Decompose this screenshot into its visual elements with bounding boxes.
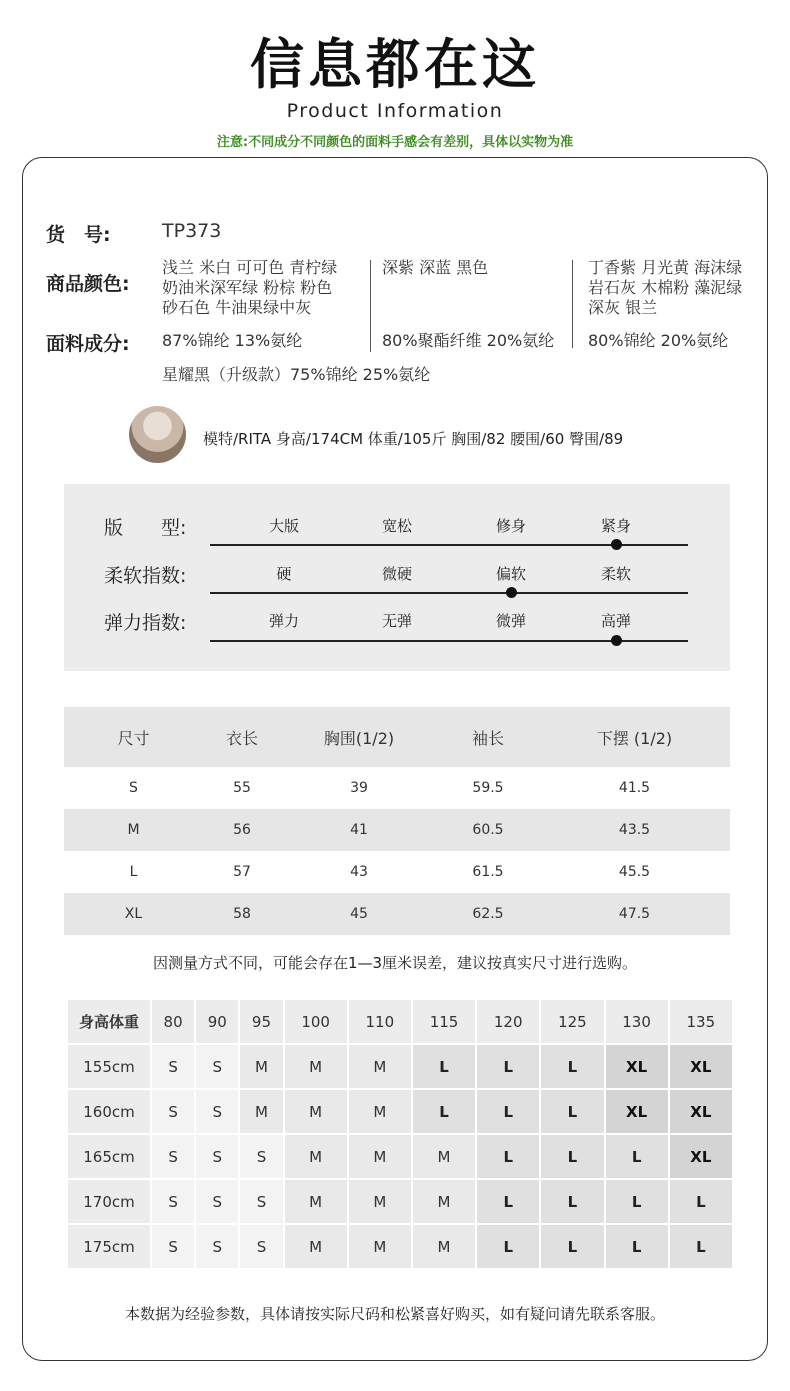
color-line: 浅兰 米白 可可色 青柠绿: [162, 258, 338, 277]
size-cell: M: [412, 1134, 476, 1179]
size-cell: M: [284, 1044, 348, 1089]
color-label: 商品颜色:: [46, 273, 130, 295]
size-cell: L: [476, 1044, 540, 1089]
height-header: 165cm: [67, 1134, 151, 1179]
size-cell: XL: [669, 1089, 733, 1134]
size-cell: S: [195, 1179, 239, 1224]
table-row: [64, 893, 730, 935]
size-cell: M: [284, 1224, 348, 1269]
sku-label: 货 号:: [46, 224, 111, 246]
table-row: [67, 1044, 733, 1089]
weight-header: 90: [195, 999, 239, 1044]
table-cell: XL: [64, 893, 203, 935]
size-cell: S: [151, 1134, 195, 1179]
size-cell: M: [348, 1179, 412, 1224]
size-cell: L: [605, 1134, 669, 1179]
size-cell: M: [239, 1044, 283, 1089]
table-cell: M: [64, 809, 203, 851]
table-cell: 41.5: [618, 780, 651, 796]
table-cell: 59.5: [472, 780, 504, 796]
size-cell: XL: [605, 1044, 669, 1089]
page-title: 信息都在这: [250, 33, 540, 96]
table-cell: L: [129, 864, 138, 880]
fit-option: 修身: [495, 517, 526, 535]
page-subtitle: Product Information: [286, 100, 504, 122]
size-cell: S: [239, 1179, 283, 1224]
table-row: [67, 1224, 733, 1269]
weight-header: 100: [284, 999, 348, 1044]
table-row: [64, 809, 730, 851]
table-row: [67, 1089, 733, 1134]
sku-value: TP373: [162, 220, 222, 242]
size-cell: M: [284, 1179, 348, 1224]
size-cell: S: [195, 1044, 239, 1089]
fabric-value: 80%锦纶 20%氨纶: [588, 331, 729, 350]
table-cell: 60.5: [437, 809, 539, 851]
size-recommendation-table: [66, 998, 734, 1270]
fit-scale-marker: [611, 539, 622, 550]
column-divider: [572, 260, 573, 348]
column-header: 胸围(1/2): [281, 707, 437, 767]
size-cell: L: [540, 1179, 604, 1224]
table-cell: 58: [203, 893, 281, 935]
color-line: 砂石色 牛油果绿中灰: [162, 298, 312, 317]
fabric-notice: 注意:不同成分不同颜色的面料手感会有差别，具体以实物为准: [216, 135, 574, 150]
color-group-1: [162, 258, 337, 318]
size-cell: XL: [669, 1134, 733, 1179]
column-header: 尺寸: [64, 707, 203, 767]
size-cell: XL: [605, 1089, 669, 1134]
weight-header: 110: [348, 999, 412, 1044]
elasticity-label: 弹力指数:: [104, 612, 187, 634]
size-cell: M: [412, 1179, 476, 1224]
size-cell: L: [669, 1224, 733, 1269]
table-cell: 47.5: [539, 893, 730, 935]
softness-option: 微硬: [381, 565, 412, 583]
size-cell: S: [151, 1224, 195, 1269]
color-group-2: [382, 258, 488, 278]
column-header: 衣长: [203, 707, 281, 767]
fit-label: 版 型:: [104, 517, 187, 539]
column-divider: [370, 260, 371, 352]
elasticity-scale-marker: [611, 635, 622, 646]
size-cell: S: [151, 1179, 195, 1224]
height-header: 160cm: [67, 1089, 151, 1134]
softness-option: 偏软: [495, 565, 526, 583]
table-cell: 57: [233, 864, 251, 880]
size-table-header: [64, 707, 730, 767]
table-row: [64, 851, 730, 893]
model-avatar: [129, 406, 186, 463]
size-cell: L: [605, 1179, 669, 1224]
color-line: 深紫 深蓝 黑色: [382, 258, 489, 277]
column-header: 下摆 (1/2): [539, 707, 730, 767]
size-cell: S: [151, 1089, 195, 1134]
size-cell: M: [239, 1089, 283, 1134]
table-row: [67, 1134, 733, 1179]
table-cell: 61.5: [472, 864, 504, 880]
softness-option: 硬: [276, 565, 292, 583]
color-line: 奶油米深军绿 粉棕 粉色: [162, 278, 333, 297]
height-header: 155cm: [67, 1044, 151, 1089]
size-cell: L: [540, 1224, 604, 1269]
color-group-3: [588, 258, 742, 318]
weight-header: 80: [151, 999, 195, 1044]
size-cell: S: [195, 1089, 239, 1134]
size-cell: L: [476, 1179, 540, 1224]
softness-option: 柔软: [600, 565, 631, 583]
footer-note: 本数据为经验参数，具体请按实际尺码和松紧喜好购买，如有疑问请先联系客服。: [124, 1305, 665, 1323]
size-cell: XL: [669, 1044, 733, 1089]
size-cell: L: [540, 1044, 604, 1089]
elasticity-option: 高弹: [600, 612, 631, 630]
elasticity-option: 无弹: [381, 612, 412, 630]
size-cell: M: [348, 1134, 412, 1179]
table-cell: 45.5: [618, 864, 651, 880]
size-cell: L: [476, 1134, 540, 1179]
size-cell: M: [284, 1134, 348, 1179]
fit-option: 紧身: [600, 517, 631, 535]
table-cell: 45: [281, 893, 437, 935]
elasticity-option: 微弹: [495, 612, 526, 630]
fabric-label: 面料成分:: [46, 333, 130, 355]
size-cell: L: [476, 1224, 540, 1269]
size-cell: S: [239, 1134, 283, 1179]
color-line: 丁香紫 月光黄 海沫绿: [588, 258, 743, 277]
softness-scale-line: [210, 592, 688, 594]
table-cell: S: [129, 780, 138, 796]
softness-label: 柔软指数:: [104, 565, 187, 587]
table-cell: 62.5: [437, 893, 539, 935]
color-line: 深灰 银兰: [588, 298, 658, 317]
size-cell: L: [412, 1089, 476, 1134]
measurement-note: 因测量方式不同，可能会存在1—3厘米误差，建议按真实尺寸进行选购。: [152, 954, 638, 972]
size-cell: M: [284, 1089, 348, 1134]
weight-header: 130: [605, 999, 669, 1044]
size-cell: M: [348, 1089, 412, 1134]
size-cell: L: [476, 1089, 540, 1134]
size-cell: M: [348, 1044, 412, 1089]
rec-header-row: [67, 999, 733, 1044]
table-cell: 56: [203, 809, 281, 851]
color-line: 岩石灰 木棉粉 藻泥绿: [588, 278, 743, 297]
table-cell: 39: [350, 780, 368, 796]
softness-scale-marker: [506, 587, 517, 598]
fit-option: 宽松: [381, 517, 412, 535]
elasticity-option: 弹力: [268, 612, 299, 630]
table-cell: 55: [233, 780, 251, 796]
column-header: 袖长: [437, 707, 539, 767]
corner-header: 身高体重: [67, 999, 151, 1044]
table-row: [67, 1179, 733, 1224]
size-cell: S: [195, 1224, 239, 1269]
size-cell: S: [151, 1044, 195, 1089]
size-cell: L: [540, 1134, 604, 1179]
height-header: 170cm: [67, 1179, 151, 1224]
weight-header: 135: [669, 999, 733, 1044]
fabric-value: 87%锦纶 13%氨纶: [162, 331, 303, 350]
weight-header: 115: [412, 999, 476, 1044]
size-cell: M: [412, 1224, 476, 1269]
table-cell: 41: [281, 809, 437, 851]
size-cell: L: [540, 1089, 604, 1134]
weight-header: 120: [476, 999, 540, 1044]
fabric-value: 80%聚酯纤维 20%氨纶: [382, 331, 555, 350]
size-cell: M: [348, 1224, 412, 1269]
table-cell: 43.5: [539, 809, 730, 851]
size-cell: L: [669, 1179, 733, 1224]
table-cell: 43: [350, 864, 368, 880]
size-cell: L: [605, 1224, 669, 1269]
table-row: [64, 767, 730, 809]
height-header: 175cm: [67, 1224, 151, 1269]
size-table: [64, 707, 730, 935]
weight-header: 125: [540, 999, 604, 1044]
fit-option: 大版: [268, 517, 299, 535]
model-info: 模特/RITA 身高/174CM 体重/105斤 胸围/82 腰围/60 臀围/89: [203, 430, 624, 448]
size-cell: S: [195, 1134, 239, 1179]
size-cell: S: [239, 1224, 283, 1269]
size-cell: L: [412, 1044, 476, 1089]
weight-header: 95: [239, 999, 283, 1044]
fabric-extra: 星耀黑（升级款）75%锦纶 25%氨纶: [162, 365, 431, 384]
